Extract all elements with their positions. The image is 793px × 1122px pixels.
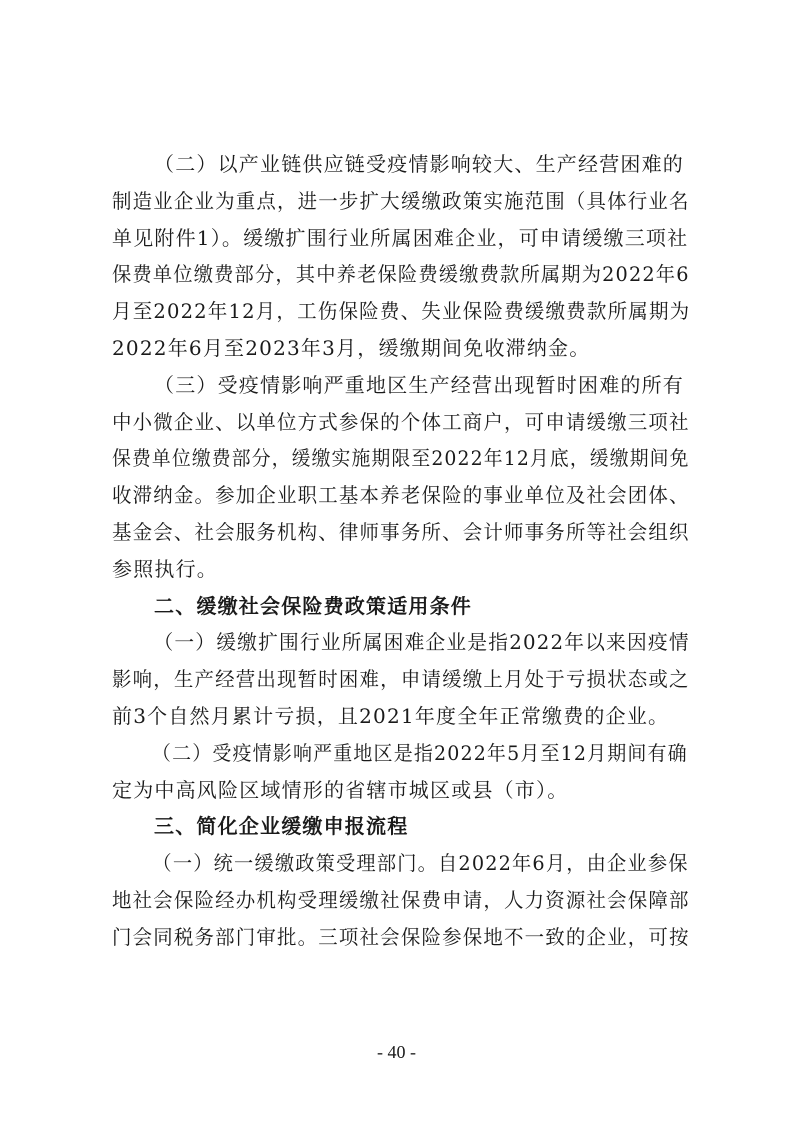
section-heading: 二、缓缴社会保险费政策适用条件	[154, 593, 472, 618]
text-line: （三）受疫情影响严重地区生产经营出现暂时困难的所有	[154, 372, 684, 397]
text-line: 影响，生产经营出现暂时困难，申请缓缴上月处于亏损状态或之	[112, 667, 690, 692]
text-line: 制造业企业为重点，进一步扩大缓缴政策实施范围（具体行业名	[112, 188, 690, 213]
page-number: - 40 -	[377, 1042, 416, 1062]
text-line: 门会同税务部门审批。三项社会保险参保地不一致的企业，可按	[112, 924, 690, 949]
text-line: 参照执行。	[112, 556, 218, 581]
section-heading: 三、简化企业缓缴申报流程	[154, 814, 409, 839]
text-line: （一）缓缴扩围行业所属困难企业是指2022年以来因疫情	[153, 630, 690, 655]
text-line: 中小微企业、以单位方式参保的个体工商户，可申请缓缴三项社	[112, 409, 690, 434]
document-body	[112, 146, 690, 956]
text-line: 保费单位缴费部分，缓缴实施期限至2022年12月底，缓缴期间免	[112, 446, 690, 471]
text-line: （二）以产业链供应链受疫情影响较大、生产经营困难的	[154, 152, 684, 176]
text-line: （二）受疫情影响严重地区是指2022年5月至12月期间有确	[151, 740, 688, 765]
text-line: 前3个自然月累计亏损，且2021年度全年正常缴费的企业。	[112, 703, 670, 728]
text-line: 收滞纳金。参加企业职工基本养老保险的事业单位及社会团体、	[112, 483, 690, 508]
text-line: 2022年6月至2023年3月，缓缴期间免收滞纳金。	[112, 335, 591, 360]
text-line: 地社会保险经办机构受理缓缴社保费申请，人力资源社会保障部	[112, 887, 690, 912]
text-line: （一）统一缓缴政策受理部门。自2022年6月，由企业参保	[152, 851, 689, 876]
text-line: 保费单位缴费部分，其中养老保险费缓缴费款所属期为2022年6	[112, 262, 690, 287]
text-line: 定为中高风险区域情形的省辖市城区或县（市）。	[112, 777, 569, 802]
text-line: 单见附件1）。缓缴扩围行业所属困难企业，可申请缓缴三项社	[112, 225, 689, 250]
text-line: 基金会、社会服务机构、律师事务所、会计师事务所等社会组织	[112, 519, 690, 544]
text-line: 月至2022年12月，工伤保险费、失业保险费缓缴费款所属期为	[112, 299, 691, 324]
